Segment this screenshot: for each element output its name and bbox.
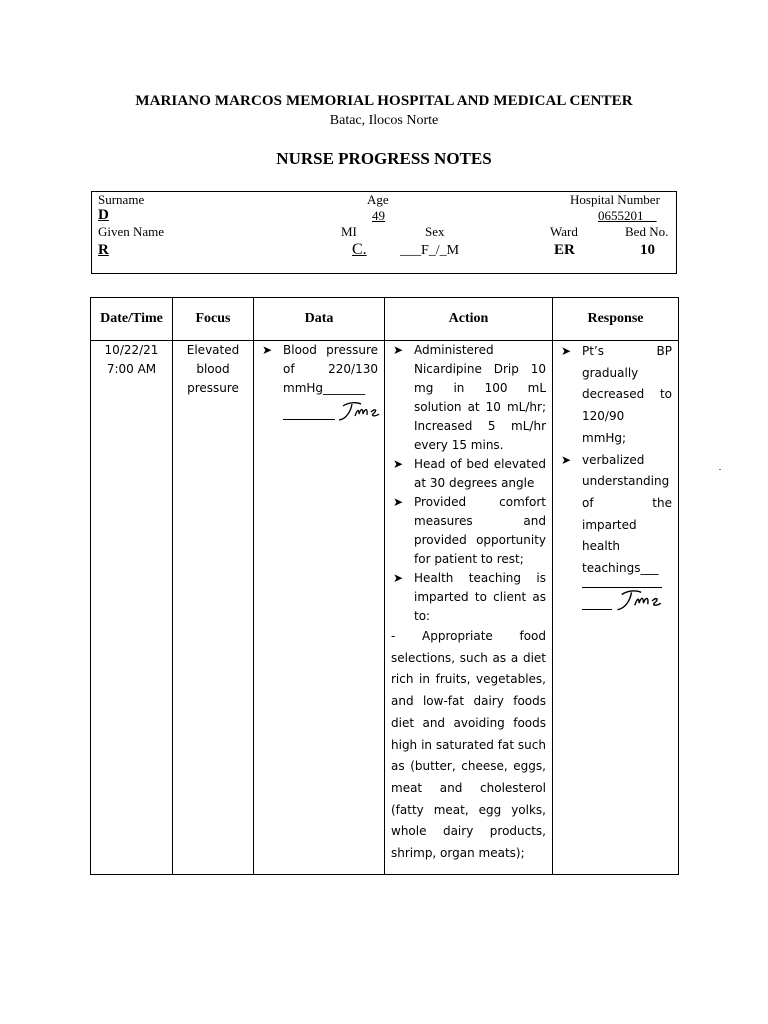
progress-notes-table xyxy=(90,297,679,875)
focus-line: Elevated xyxy=(186,343,240,357)
action-bullet: ➤ Provided comfort measures and provided opportunity for patient to rest; xyxy=(393,495,546,566)
response-signature xyxy=(582,588,678,614)
scan-speck xyxy=(719,469,721,470)
cell-response xyxy=(553,341,679,875)
sex-label: Sex xyxy=(425,224,445,239)
action-bullet: ➤ Administered Nicardipine Drip 10 mg in 100 mL solution at 10 mL/hr; Increased 5 mL/hr every 15 mins. xyxy=(393,343,546,452)
cell-focus xyxy=(173,341,254,875)
response-bullet: ➤ Pt’s BP gradually decreased to 120/90 mmHg; xyxy=(559,341,672,450)
arrowhead-bullet-icon: ➤ xyxy=(393,343,404,357)
action-bullet: ➤ Head of bed elevated at 30 degrees angle xyxy=(393,457,546,490)
col-header-focus: Focus xyxy=(173,298,254,341)
col-header-action: Action xyxy=(385,298,553,341)
bed-value: 10 xyxy=(640,242,655,258)
cell-action xyxy=(385,341,553,875)
mi-label: MI xyxy=(341,224,357,239)
given-name-label: Given Name xyxy=(98,224,165,239)
given-name-value: R xyxy=(98,242,109,258)
response-bullet: ➤ verbalized understanding of the imparted health teachings___ xyxy=(559,450,672,580)
focus-line: pressure xyxy=(187,381,239,395)
hospital-name: MARIANO MARCOS MEMORIAL HOSPITAL AND MEDICAL CENTER xyxy=(135,93,633,109)
bed-label: Bed No. xyxy=(625,224,669,239)
hospital-number-label: Hospital Number xyxy=(570,192,660,207)
ward-value: ER xyxy=(554,242,575,258)
handwritten-signature-icon xyxy=(612,588,664,614)
entry-time: 7:00 AM xyxy=(106,362,157,376)
table-header-row xyxy=(91,298,679,341)
hospital-location: Batac, Ilocos Norte xyxy=(329,113,439,128)
handwritten-signature-icon xyxy=(335,400,381,424)
action-bullet: ➤ Health teaching is imparted to client as to: xyxy=(393,571,546,623)
action-food-paragraph: - Appropriate food selections, such as a diet rich in fruits, vegetables, and low-fat dairy foods diet and avoiding foods high in saturated fat such as (butter, cheese, eggs, meat and cholesterol (fatty meat, egg yolks, whole dairy products, shrimp, organ meats); xyxy=(391,629,546,861)
age-label: Age xyxy=(367,192,389,207)
hospital-number-value: 0655201__ xyxy=(598,208,657,223)
col-header-datetime: Date/Time xyxy=(91,298,173,341)
page-title: NURSE PROGRESS NOTES xyxy=(276,149,492,168)
col-header-data: Data xyxy=(254,298,385,341)
entry-date: 10/22/21 xyxy=(104,343,159,357)
surname-label: Surname xyxy=(98,192,145,207)
surname-value: D xyxy=(98,207,109,223)
patient-info-box xyxy=(91,191,677,274)
arrowhead-bullet-icon: ➤ xyxy=(393,457,404,471)
data-bullet: ➤ Blood pressure of 220/130 mmHg_______ xyxy=(262,343,378,395)
focus-line: blood xyxy=(196,362,230,376)
arrowhead-bullet-icon: ➤ xyxy=(393,495,404,509)
arrowhead-bullet-icon: ➤ xyxy=(393,571,404,585)
mi-value: C. xyxy=(352,241,367,258)
table-row xyxy=(91,341,679,875)
arrowhead-bullet-icon: ➤ xyxy=(262,343,273,357)
arrowhead-bullet-icon: ➤ xyxy=(561,344,572,358)
sex-value: ___F_/_M xyxy=(400,243,460,258)
ward-label: Ward xyxy=(550,224,578,239)
arrowhead-bullet-icon: ➤ xyxy=(561,452,572,467)
col-header-response: Response xyxy=(553,298,679,341)
data-signature xyxy=(283,398,384,424)
age-value: 49 xyxy=(372,208,385,223)
cell-datetime xyxy=(91,341,173,875)
cell-data xyxy=(254,341,385,875)
